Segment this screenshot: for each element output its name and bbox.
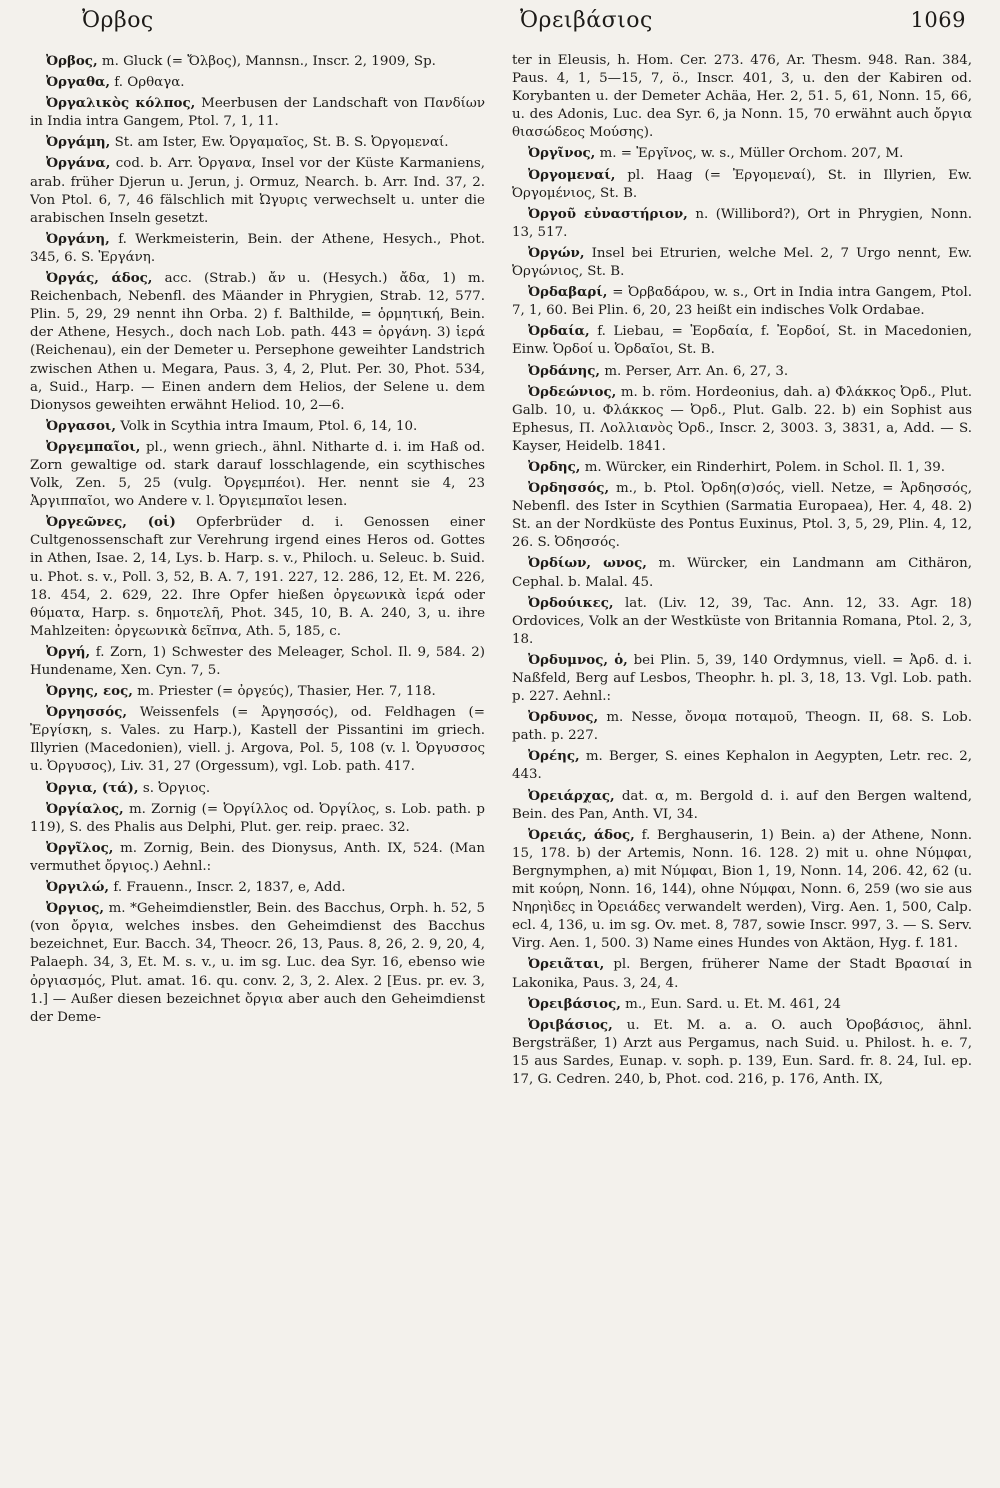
dictionary-entry bbox=[512, 826, 972, 954]
entry-headword: Ὀργίαλος, bbox=[46, 800, 124, 817]
entry-headword: Ὀργῖλος, bbox=[46, 839, 114, 856]
dictionary-entry bbox=[512, 479, 972, 552]
dictionary-entry bbox=[512, 244, 972, 281]
header-left-headword: Ὀρβος bbox=[82, 8, 154, 33]
entry-text: u. Et. M. a. a. O. auch Ὀροβάσιος, ähnl. Bergsträßer, 1) Arzt aus Pergamus, nach Suid. u. Philost. h. e. 7, 15 aus Sardes, Eunap. v. soph. p. 139, Eun. Sard. fr. 8. 24, Iul. ep. 17, G. Cedren. 240, b, Phot. cod. 216, p. 176, Anth. IX, bbox=[512, 1017, 972, 1087]
entry-text: n. (Willibord?), Ort in Phrygien, Nonn. 13, 517. bbox=[512, 206, 972, 240]
dictionary-entry bbox=[512, 787, 972, 824]
dictionary-entry bbox=[30, 73, 485, 92]
entry-text: m. Zornig (= Ὀργίλλος od. Ὀργίλος, s. Lob. path. p 119), S. des Phalis aus Delphi, Plut. ger. reip. praec. 32. bbox=[30, 801, 485, 835]
dictionary-entry bbox=[30, 230, 485, 267]
running-header bbox=[0, 4, 1000, 44]
dictionary-entry bbox=[30, 94, 485, 131]
dictionary-entry bbox=[30, 839, 485, 876]
dictionary-entry bbox=[512, 554, 972, 591]
dictionary-entry bbox=[512, 1016, 972, 1089]
dictionary-entry bbox=[512, 458, 972, 477]
dictionary-entry bbox=[512, 383, 972, 456]
entry-text: m. Berger, S. eines Kephalon in Aegypten, Letr. rec. 2, 443. bbox=[512, 749, 972, 783]
entry-text: ter in Eleusis, h. Hom. Cer. 273. 476, Ar. Thesm. 948. Ran. 384, Paus. 4, 1, 5—15, 7, ö., Inscr. 401, 3, u. den der Kabiren od. Korybanten u. der Demeter Achäa, Her. 2, 51. 5, 61, Nonn. 15, 66, u. des Adonis, Luc. dea Syr. 6, ja Nonn. 15, 70 erwähnt auch ὄργια θιασώδεος Μούσης). bbox=[512, 53, 972, 141]
entry-headword: Ὀργης, εος, bbox=[46, 683, 133, 700]
entry-text: pl., wenn griech., ähnl. Nitharte d. i. im Haß od. Zorn gewaltige od. stark darauf losschlagende, ein scythisches Volk, Zen. 5, 25 (vulg. Ὀργεμπέοι). Her. nennt sie 4, 23 Ἀργιππαῖοι, wo Andere v. l. Ὀργιεμπαῖοι lesen. bbox=[30, 439, 485, 510]
dictionary-entry bbox=[30, 513, 485, 641]
entry-text: Weissenfels (= Ἀργησσός), od. Feldhagen (= Ἐργίσκη, s. Vales. zu Harp.), Kastell der Pissantini im griech. Illyrien (Macedonien), viell. j. Argova, Pol. 5, 108 (v. l. Ὀργυσσος u. Ὀργυσος), Liv. 31, 27 (Orgessum), vgl. Lob. path. 417. bbox=[30, 705, 485, 775]
entry-text: f. Berghauserin, 1) Bein. a) der Athene, Nonn. 15, 178. b) der Artemis, Nonn. 16. 128. 2) mit u. ohne Νύμφαι, Bergnymphen, a) mit Νύμφαι, Bion 1, 19, Nonn. 14, 206. 42, 62 (u. mit κούρη, Nonn. 16, 144), ohne Νύμφαι, Nonn. 6, 259 (wo sie aus Νηρηὶδες in Ὀρειάδες verwandelt werden), Virg. Aen. 1, 500, Calp. ecl. 4, 136, u. im sg. Ov. met. 8, 787, sowie Inscr. 997, 3. — S. Serv. Virg. Aen. 1, 500. 3) Name eines Hundes von Aktäon, Hyg. f. 181. bbox=[512, 827, 972, 952]
entry-text: Meerbusen der Landschaft von Πανδίων in India intra Gangem, Ptol. 7, 1, 11. bbox=[30, 96, 485, 130]
dictionary-entry bbox=[512, 995, 972, 1014]
entry-headword: Ὀργιος, bbox=[46, 900, 105, 917]
entry-headword: Ὀρβος, bbox=[46, 53, 98, 69]
dictionary-entry bbox=[30, 269, 485, 415]
dictionary-entry bbox=[512, 651, 972, 706]
dictionary-entry bbox=[30, 800, 485, 837]
entry-headword: Ὀργαθα, bbox=[46, 74, 111, 91]
entry-text: St. am Ister, Ew. Ὀργαμαῖος, St. B. S. Ὀργομεναί. bbox=[114, 135, 449, 151]
entry-headword: Ὀρδαβαρί, bbox=[528, 284, 608, 301]
entry-headword: Ὀρδυμνος, ὁ, bbox=[528, 651, 628, 668]
entry-text: m. Würcker, ein Rinderhirt, Polem. in Schol. Il. 1, 39. bbox=[584, 459, 946, 475]
entry-text: pl. Haag (= Ἐργομεναί), St. in Illyrien, Ew. Ὀργομένιος, St. B. bbox=[512, 167, 972, 201]
entry-headword: Ὀργάμη, bbox=[46, 134, 111, 151]
entry-headword: Ὀργεμπαῖοι, bbox=[46, 438, 141, 455]
dictionary-entry bbox=[30, 438, 485, 511]
entry-text: pl. Bergen, früherer Name der Stadt Βρασιαί in Lakonika, Paus. 3, 24, 4. bbox=[512, 957, 972, 991]
dictionary-entry bbox=[512, 52, 972, 142]
dictionary-entry bbox=[30, 703, 485, 776]
dictionary-entry bbox=[512, 283, 972, 320]
entry-text: f. Ορθαγα. bbox=[114, 75, 185, 91]
entry-headword: Ὀργαλικὸς κόλπος, bbox=[46, 95, 196, 112]
entry-text: m., b. Ptol. Ὀρδη(σ)σός, viell. Netze, = Ἀρδησσός, Nebenfl. des Ister in Scythien (Sarmatia Europaea), Her. 4, 48. 2) St. an der Nordküste des Pontus Euxinus, Ptol. 3, 5, 29, Plin. 4, 12, 26. S. Ὀδησσός. bbox=[512, 481, 972, 551]
dictionary-entry bbox=[512, 747, 972, 784]
entry-headword: Ὀργια, (τά), bbox=[46, 779, 139, 796]
dictionary-entry bbox=[512, 594, 972, 649]
right-column bbox=[512, 52, 972, 1474]
dictionary-entry bbox=[30, 417, 485, 436]
entry-headword: Ὀργῖνος, bbox=[528, 145, 596, 162]
entry-headword: Ὀρδαία, bbox=[528, 323, 590, 340]
entry-headword: Ὀρδεώνιος, bbox=[528, 383, 617, 400]
entry-headword: Ὀρδησσός, bbox=[528, 480, 610, 497]
dictionary-entry bbox=[30, 779, 485, 798]
page-number: 1069 bbox=[910, 8, 966, 32]
entry-headword: Ὀρειάς, άδος, bbox=[528, 826, 635, 843]
dictionary-entry bbox=[30, 133, 485, 152]
entry-text: m. Würcker, ein Landmann am Cithäron, Cephal. b. Malal. 45. bbox=[512, 556, 972, 590]
entry-headword: Ὀργάνη, bbox=[46, 230, 110, 247]
entry-headword: Ὀρδούικες, bbox=[528, 594, 614, 611]
left-column bbox=[30, 52, 485, 1474]
entry-headword: Ὀριβάσιος, bbox=[528, 1016, 613, 1033]
dictionary-entry bbox=[512, 144, 972, 163]
entry-text: bei Plin. 5, 39, 140 Ordymnus, viell. = Ἀρδ. d. i. Naßfeld, Berg auf Lesbos, Theophr. h. pl. 3, 18, 13. Vgl. Lob. path. p. 227. Aehnl.: bbox=[512, 652, 972, 705]
entry-headword: Ὀρειᾶται, bbox=[528, 956, 605, 973]
entry-headword: Ὀργοῦ εὐναστήριον, bbox=[528, 205, 688, 222]
entry-headword: Ὀρειάρχας, bbox=[528, 787, 615, 804]
entry-text: Insel bei Etrurien, welche Mel. 2, 7 Urgo nennt, Ew. Ὀργώνιος, St. B. bbox=[512, 245, 972, 280]
entry-text: cod. b. Arr. Ὀργανα, Insel vor der Küste Karmaniens, arab. früher Djerun u. Jerun, j. Ormuz, Nearch. b. Arr. Ind. 37, 2. Von Ptol. 6, 7, 46 fälschlich mit Ὠγυρις verwechselt u. unter die arabischen Inseln gesetzt. bbox=[30, 156, 485, 226]
dictionary-entry bbox=[30, 643, 485, 680]
entry-text: f. Frauenn., Inscr. 2, 1837, e, Add. bbox=[113, 880, 346, 896]
entry-text: f. Werkmeisterin, Bein. der Athene, Hesych., Phot. 345, 6. S. Ἐργάνη. bbox=[30, 231, 485, 265]
entry-headword: Ὀργασοι, bbox=[46, 417, 117, 434]
entry-headword: Ὀργάνα, bbox=[46, 155, 111, 172]
dictionary-entry bbox=[30, 899, 485, 1027]
entry-text: Volk in Scythia intra Imaum, Ptol. 6, 14, 10. bbox=[120, 418, 418, 434]
entry-text: m. Priester (= ὀργεύς), Thasier, Her. 7, 118. bbox=[137, 684, 436, 700]
dictionary-entry bbox=[512, 166, 972, 203]
entry-headword: Ὀργάς, άδος, bbox=[46, 270, 153, 287]
entry-headword: Ὀρδης, bbox=[528, 458, 581, 475]
entry-headword: Ὀργεῶνες, (οἱ) bbox=[46, 514, 176, 531]
dictionary-entry bbox=[30, 52, 485, 71]
entry-headword: Ὀργησσός, bbox=[46, 704, 128, 721]
dictionary-entry bbox=[512, 708, 972, 745]
entry-text: f. Liebau, = Ἐορδαία, f. Ἐορδοί, St. in Macedonien, Einw. Ὀρδοί u. Ὀρδαῖοι, St. B. bbox=[512, 324, 972, 358]
entry-text: s. Ὀργιος. bbox=[142, 780, 211, 796]
entry-headword: Ὀρέης, bbox=[528, 748, 580, 765]
dictionary-entry bbox=[30, 878, 485, 897]
header-right-headword: Ὀρειβάσιος bbox=[520, 8, 653, 33]
entry-text: = Ὀρβαδάρου, w. s., Ort in India intra Gangem, Ptol. 7, 1, 60. Bei Plin. 6, 20, 23 heißt ein indisches Volk Ordabae. bbox=[512, 285, 972, 319]
entry-headword: Ὀργών, bbox=[528, 244, 585, 261]
entry-text: m. *Geheimdienstler, Bein. des Bacchus, Orph. h. 52, 5 (von ὄργια, welches insbes. den Geheimdienst des Bacchus bezeichnet, Eur. Bacch. 34, Theocr. 26, 13, Paus. 8, 26, 2. 9, 20, 4, Palaeph. 34, 3, Et. M. s. v., u. im sg. Luc. dea Syr. 16, ebenso wie ὀργιασμός, Plut. amat. 16. qu. conv. 2, 3, 2. Alex. 2 [Eus. pr. ev. 3, 1.] — Außer diesen bezeichnet ὄργια aber auch den Geheimdienst der Deme- bbox=[30, 901, 485, 1025]
entry-text: dat. α, m. Bergold d. i. auf den Bergen waltend, Bein. des Pan, Anth. VI, 34. bbox=[512, 788, 972, 822]
entry-text: m. b. röm. Hordeonius, dah. a) Φλάκκος Ὀρδ., Plut. Galb. 10, u. Φλάκκος — Ὀρδ., Plut. Galb. 22. b) ein Sophist aus Ephesus, Π. Λολλιανὸς Ὀρδ., Inscr. 2, 3003. 3, 3831, a, Add. — S. Kayser, Heidelb. 1841. bbox=[512, 384, 972, 454]
dictionary-entry bbox=[512, 362, 972, 381]
entry-text: m. Zornig, Bein. des Dionysus, Anth. IX, 524. (Man vermuthet ὄργιος.) Aehnl.: bbox=[30, 840, 485, 874]
entry-headword: Ὀρδάνης, bbox=[528, 362, 601, 379]
entry-text: m. Perser, Arr. An. 6, 27, 3. bbox=[604, 363, 789, 379]
dictionary-entry bbox=[512, 205, 972, 242]
entry-text: m., Eun. Sard. u. Et. M. 461, 24 bbox=[625, 996, 841, 1012]
entry-text: m. Nesse, ὄνομα ποταμοῦ, Theogn. II, 68. S. Lob. path. p. 227. bbox=[512, 710, 972, 744]
entry-headword: Ὀργομεναί, bbox=[528, 166, 616, 183]
entry-text: m. = Ἐργῖνος, w. s., Müller Orchom. 207, M. bbox=[599, 146, 904, 162]
entry-text: m. Gluck (= Ὄλβος), Mannsn., Inscr. 2, 1909, Sp. bbox=[101, 54, 436, 69]
entry-text: lat. (Liv. 12, 39, Tac. Ann. 12, 33. Agr. 18) Ordovices, Volk an der Westküste von Britannia Romana, Ptol. 2, 3, 18. bbox=[512, 595, 972, 647]
dictionary-entry bbox=[30, 682, 485, 701]
entry-text: Opferbrüder d. i. Genossen einer Cultgenossenschaft zur Verehrung irgend eines Heros od. Gottes in Athen, Isae. 2, 14, Lys. b. Harp. s. v., Philoch. u. Seleuc. b. Suid. u. Phot. s. v., Poll. 3, 52, B. A. 7, 191. 227, 12. 286, 12, Et. M. 226, 18. 454, 2. 629, 22. Ihre Opfer hießen ὀργεωνικὰ ἱερά oder θύματα, Harp. s. δημοτελῆ, Phot. 345, 10, B. A. 240, 3, u. ihre Mahlzeiten: ὀργεωνικὰ δεῖπνα, Ath. 5, 185, c. bbox=[30, 515, 485, 639]
dictionary-entry bbox=[512, 322, 972, 359]
entry-text: f. Zorn, 1) Schwester des Meleager, Schol. Il. 9, 584. 2) Hundename, Xen. Cyn. 7, 5. bbox=[30, 644, 485, 678]
entry-headword: Ὀρειβάσιος, bbox=[528, 995, 621, 1012]
dictionary-entry bbox=[30, 154, 485, 227]
entry-headword: Ὀρδυνος, bbox=[528, 709, 599, 726]
entry-headword: Ὀργιλώ, bbox=[46, 879, 110, 896]
dictionary-entry bbox=[512, 955, 972, 992]
entry-headword: Ὀρδίων, ωνος, bbox=[528, 555, 647, 572]
entry-headword: Ὀργή, bbox=[46, 643, 91, 660]
entry-text: acc. (Strab.) ἄν u. (Hesych.) ἄδα, 1) m. Reichenbach, Nebenfl. des Mäander in Phrygien, Strab. 12, 577. Plin. 5, 29, 29 nennt ihn Orba. 2) f. Balthilde, = ὁρμητική, Bein. der Athene, Hesych., doch nach Lob. path. 443 = ὀργάνη. 3) ἱερά (Reichenau), ein der Demeter u. Persephone geweihter Landstrich zwischen Athen u. Megara, Paus. 3, 4, 2, Plut. Per. 30, Phot. 534, a, Suid., Harp. — Einen andern dem Helios, der Selene u. dem Dionysos geweihten erwähnt Heliod. 10, 2—6. bbox=[30, 271, 485, 413]
